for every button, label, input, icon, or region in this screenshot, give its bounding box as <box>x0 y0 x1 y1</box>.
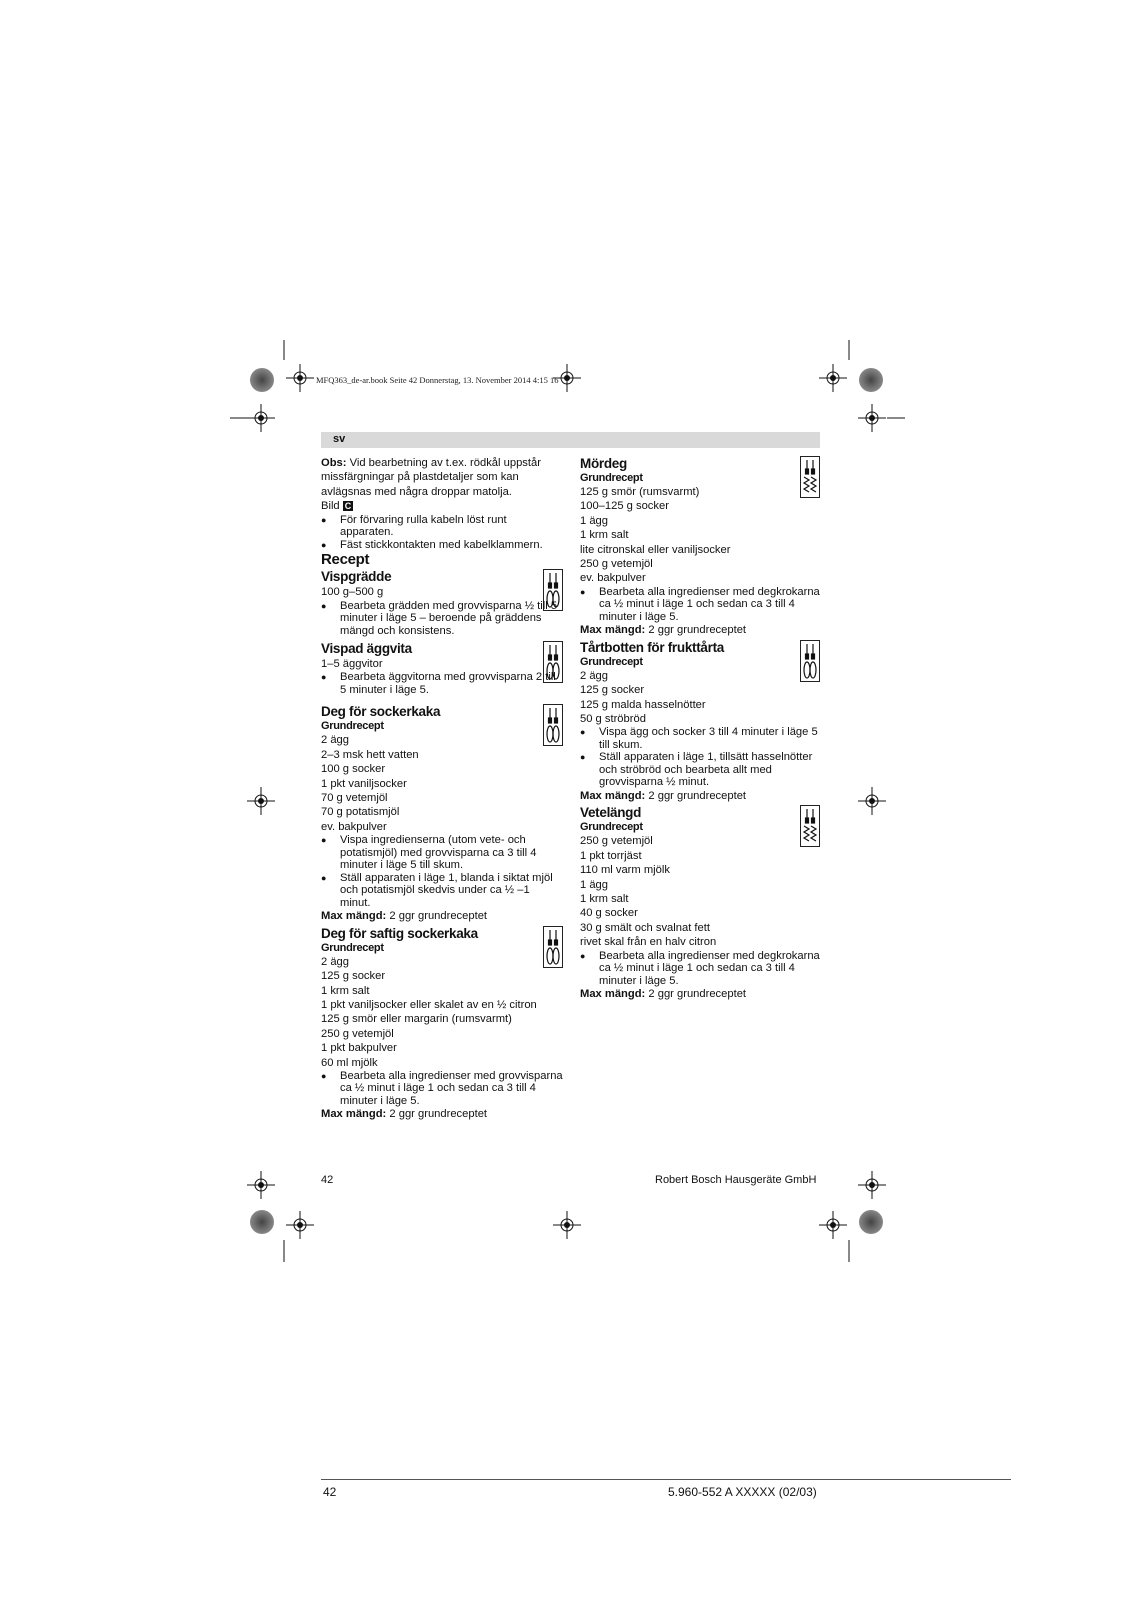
recipe-title: Vetelängd <box>580 805 642 821</box>
instruction-bullet: ● Ställ apparaten i läge 1, blanda i siktat mjöl och potatismjöl skedvis under ca ½ –1 minut. <box>321 872 563 910</box>
ingredient-line: ev. bakpulver <box>321 820 387 833</box>
instruction-bullet: ● Bearbeta äggvitorna med grovvisparna 2 till 5 minuter i läge 5. <box>321 671 563 696</box>
intro-bullet: ● Fäst stickkontakten med kabelklammern. <box>321 539 563 552</box>
max-value: 2 ggr grundreceptet <box>648 624 747 637</box>
recipe-sockerkaka <box>321 704 563 923</box>
recipe-tartbotten <box>580 640 820 804</box>
ingredient-line: 125 g smör (rumsvarmt) <box>580 486 700 498</box>
ingredient-line: 30 g smält och svalnat fett <box>580 921 710 934</box>
footer-divider <box>321 1479 1011 1480</box>
bild-c-icon: C <box>344 501 352 512</box>
ingredient-line: 125 g socker <box>321 970 386 983</box>
obs-note <box>321 456 563 499</box>
recipe-vispgradde <box>321 569 563 637</box>
max-value: 2 ggr grundreceptet <box>389 1108 488 1121</box>
max-value: 2 ggr grundreceptet <box>648 789 747 802</box>
instruction-bullet: ● Ställ apparaten i läge 1, tillsätt hasselnötter och ströbröd och bearbeta allt med grovvisparna ½ minut. <box>580 751 820 789</box>
max-label: Max mängd: <box>580 624 646 637</box>
recipe-title: Deg för sockerkaka <box>321 704 441 720</box>
book-header-line: MFQ363_de-ar.book Seite 42 Donnerstag, 13. November 2014 4:15 16 <box>316 375 559 385</box>
ingredient-line: 1 krm salt <box>321 984 370 997</box>
ingredient-line: 1 ägg <box>580 878 608 891</box>
grundrecept-label: Grundrecept <box>321 720 384 733</box>
max-label: Max mängd: <box>580 789 646 802</box>
bild-label: Bild <box>321 500 340 513</box>
grundrecept-label: Grundrecept <box>321 941 384 954</box>
instruction-bullet: ● Vispa ägg och socker 3 till 4 minuter i läge 5 till skum. <box>580 726 820 751</box>
ingredient-line: 1–5 äggvitor <box>321 658 383 671</box>
dough-hook-icon <box>800 456 820 498</box>
recipe-title: Deg för saftig sockerkaka <box>321 925 478 941</box>
recipe-aggvita <box>321 641 563 696</box>
bild-ref <box>321 499 563 513</box>
ingredient-line: 1 ägg <box>580 514 608 527</box>
recipe-vetelangd <box>580 805 820 1001</box>
recipe-title: Vispad äggvita <box>321 641 412 657</box>
bottom-page-number: 42 <box>323 1485 337 1499</box>
ingredient-line: 2–3 msk hett vatten <box>321 748 419 761</box>
ingredient-line: 110 ml varm mjölk <box>580 864 670 877</box>
max-amount <box>580 789 820 803</box>
max-amount <box>321 1107 563 1121</box>
dough-hook-icon <box>800 805 820 847</box>
ingredient-line: 40 g socker <box>580 907 638 920</box>
page-number: 42 <box>321 1174 334 1186</box>
grundrecept-label: Grundrecept <box>580 821 643 834</box>
recipe-saftig <box>321 926 563 1122</box>
intro-bullet: ● För förvaring rulla kabeln löst runt apparaten. <box>321 514 563 539</box>
recipe-title: Mördeg <box>580 456 627 471</box>
document-code: 5.960-552 A XXXXX (02/03) <box>668 1485 817 1499</box>
ingredient-line: 125 g socker <box>580 684 645 697</box>
ingredient-line: 250 g vetemjöl <box>580 835 653 848</box>
max-amount <box>321 909 563 923</box>
language-bar <box>321 432 820 448</box>
ingredient-line: 1 pkt torrjäst <box>580 849 642 862</box>
ingredient-line: 50 g ströbröd <box>580 712 646 725</box>
ingredient-line: 125 g smör eller margarin (rumsvarmt) <box>321 1013 512 1026</box>
ingredient-line: ev. bakpulver <box>580 572 646 585</box>
left-column <box>321 456 563 1122</box>
max-amount <box>580 623 820 637</box>
instruction-bullet: ● Vispa ingredienserna (utom vete- och potatismjöl) med grovvisparna ca 3 till 4 minuter i läge 5 till skum. <box>321 834 563 872</box>
max-label: Max mängd: <box>580 988 646 1001</box>
whisk-icon <box>543 704 563 746</box>
max-label: Max mängd: <box>321 910 387 923</box>
ingredient-line: 250 g vetemjöl <box>580 558 653 571</box>
recipe-title: Tårtbotten för frukttårta <box>580 639 724 655</box>
obs-text: Vid bearbetning av t.ex. rödkål uppstår missfärgningar på plastdetaljer som kan avlägsnas med några droppar matolja. <box>321 457 541 498</box>
ingredient-line: 70 g vetemjöl <box>321 792 388 805</box>
instruction-bullet: ● Bearbeta alla ingredienser med degkrokarna ca ½ minut i läge 1 och sedan ca 3 till 4 minuter i läge 5. <box>580 586 820 624</box>
whisk-icon <box>800 640 820 682</box>
ingredient-line: 2 ägg <box>580 669 608 682</box>
max-amount <box>580 987 820 1001</box>
grundrecept-label: Grundrecept <box>580 472 643 484</box>
max-value: 2 ggr grundreceptet <box>648 988 747 1001</box>
ingredient-line: 60 ml mjölk <box>321 1056 378 1069</box>
whisk-icon <box>543 926 563 968</box>
ingredient-line: 1 pkt bakpulver <box>321 1042 397 1055</box>
recipe-mordeg <box>580 456 820 638</box>
ingredient-line: 125 g malda hasselnötter <box>580 698 706 711</box>
company-name: Robert Bosch Hausgeräte GmbH <box>655 1174 817 1186</box>
grundrecept-label: Grundrecept <box>580 655 643 668</box>
ingredient-line: 70 g potatismjöl <box>321 806 400 819</box>
ingredient-line: 1 pkt vaniljsocker <box>321 777 407 790</box>
ingredient-line: 1 pkt vaniljsocker eller skalet av en ½ citron <box>321 998 537 1011</box>
ingredient-line: 100–125 g socker <box>580 500 669 513</box>
recept-heading: Recept <box>321 551 370 569</box>
language-tag: sv <box>333 433 346 445</box>
right-column <box>580 456 820 1001</box>
ingredient-line: 2 ägg <box>321 955 349 968</box>
ingredient-line: rivet skal från en halv citron <box>580 936 717 949</box>
ingredient-line: 250 g vetemjöl <box>321 1027 394 1040</box>
ingredient-line: 100 g socker <box>321 763 386 776</box>
ingredient-line: 1 krm salt <box>580 892 629 905</box>
instruction-bullet: ● Bearbeta alla ingredienser med degkrokarna ca ½ minut i läge 1 och sedan ca 3 till 4 minuter i läge 5. <box>580 950 820 988</box>
recipe-title: Vispgrädde <box>321 569 392 585</box>
ingredient-line: lite citronskal eller vaniljsocker <box>580 543 731 556</box>
ingredient-line: 1 krm salt <box>580 529 629 542</box>
instruction-bullet: ● Bearbeta alla ingredienser med grovvisparna ca ½ minut i läge 1 och sedan ca 3 till 4 minuter i läge 5. <box>321 1070 563 1108</box>
max-label: Max mängd: <box>321 1108 387 1121</box>
max-value: 2 ggr grundreceptet <box>389 910 488 923</box>
ingredient-line: 100 g–500 g <box>321 586 384 599</box>
crop-mark-top <box>230 340 905 432</box>
ingredient-line: 2 ägg <box>321 734 349 747</box>
obs-label: Obs: <box>321 457 347 469</box>
instruction-bullet: ● Bearbeta grädden med grovvisparna ½ till 5 minuter i läge 5 – beroende på gräddens mängd och konsistens. <box>321 600 563 638</box>
